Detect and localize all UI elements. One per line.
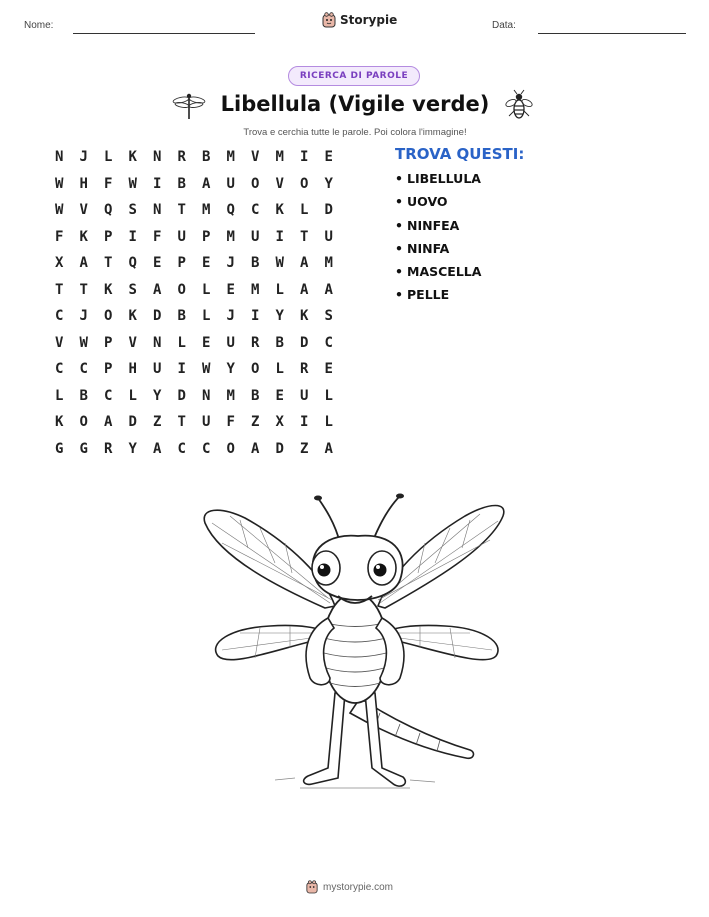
grid-cell[interactable]: U (177, 228, 186, 245)
grid-cell[interactable]: S (128, 281, 137, 298)
activity-badge: RICERCA DI PAROLE (288, 66, 420, 86)
grid-row (47, 306, 341, 333)
grid-cell[interactable]: N (55, 149, 64, 165)
grid-cell[interactable]: N (202, 387, 211, 404)
name-line[interactable] (73, 33, 255, 34)
bullet: • (395, 287, 403, 303)
word-item (395, 287, 481, 310)
grid-cell[interactable]: C (177, 440, 186, 457)
grid-cell[interactable]: T (79, 281, 88, 298)
word-text: LIBELLULA (407, 171, 481, 186)
grid-cell[interactable]: L (104, 149, 113, 165)
grid-cell[interactable]: L (275, 281, 284, 298)
grid-cell[interactable]: P (104, 361, 113, 377)
grid-cell[interactable]: C (55, 308, 64, 324)
grid-cell[interactable]: V (275, 175, 284, 192)
word-list-title: TROVA QUESTI: (395, 145, 525, 163)
grid-row (47, 439, 341, 466)
grid-cell[interactable]: L (300, 202, 309, 218)
bullet: • (395, 240, 403, 256)
grid-cell[interactable]: B (177, 308, 186, 324)
grid-cell[interactable]: D (177, 387, 186, 404)
grid-cell[interactable]: W (55, 202, 64, 218)
storypie-logo-icon (306, 880, 318, 894)
grid-cell[interactable]: C (79, 361, 88, 377)
grid-row (47, 412, 341, 439)
grid-cell[interactable]: O (79, 414, 88, 430)
grid-cell[interactable]: E (153, 255, 162, 271)
word-item (395, 218, 481, 241)
grid-cell[interactable]: O (251, 361, 260, 377)
grid-cell[interactable]: M (324, 255, 333, 271)
grid-row (47, 200, 341, 227)
grid-cell[interactable]: B (177, 175, 186, 192)
date-label: Data: (492, 20, 516, 31)
grid-cell[interactable]: A (324, 281, 333, 298)
grid-cell[interactable]: V (55, 334, 64, 351)
grid-cell[interactable]: M (251, 281, 260, 298)
grid-cell[interactable]: Q (128, 255, 137, 271)
grid-cell[interactable]: C (251, 202, 260, 218)
grid-cell[interactable]: H (79, 175, 88, 192)
grid-cell[interactable]: O (177, 281, 186, 298)
grid-cell[interactable]: K (300, 308, 309, 324)
grid-cell[interactable]: L (177, 334, 186, 351)
word-text: NINFA (407, 240, 450, 256)
grid-cell[interactable]: U (226, 334, 235, 351)
grid-cell[interactable]: A (104, 414, 113, 430)
grid-cell[interactable]: U (300, 387, 309, 404)
grid-cell[interactable]: W (128, 175, 137, 192)
word-item (395, 194, 481, 217)
grid-cell[interactable]: Z (251, 414, 260, 430)
grid-cell[interactable]: T (177, 414, 186, 430)
word-item (395, 171, 481, 194)
grid-row (47, 147, 341, 174)
grid-cell[interactable]: K (104, 281, 113, 298)
grid-cell[interactable]: N (153, 149, 162, 165)
grid-cell[interactable]: B (275, 334, 284, 351)
grid-cell[interactable]: C (104, 387, 113, 404)
grid-cell[interactable]: I (153, 175, 162, 192)
grid-cell[interactable]: W (275, 255, 284, 271)
brand (322, 12, 397, 28)
grid-cell[interactable]: R (104, 440, 113, 457)
grid-cell[interactable]: W (55, 175, 64, 192)
grid-cell[interactable]: K (55, 414, 64, 430)
grid-cell[interactable]: R (251, 334, 260, 351)
grid-cell[interactable]: J (79, 308, 88, 324)
header-bar (0, 0, 709, 50)
grid-cell[interactable]: R (300, 361, 309, 377)
grid-cell[interactable]: B (202, 149, 211, 165)
grid-cell[interactable]: P (104, 334, 113, 351)
grid-cell[interactable]: I (300, 414, 309, 430)
grid-cell[interactable]: B (251, 255, 260, 271)
grid-cell[interactable]: B (251, 387, 260, 404)
grid-cell[interactable]: I (275, 228, 284, 245)
grid-cell[interactable]: L (275, 361, 284, 377)
grid-cell[interactable]: A (251, 440, 260, 457)
grid-cell[interactable]: I (300, 149, 309, 165)
grid-cell[interactable]: I (177, 361, 186, 377)
grid-cell[interactable]: O (226, 440, 235, 457)
grid-cell[interactable]: T (104, 255, 113, 271)
word-text: MASCELLA (407, 264, 482, 280)
grid-cell[interactable]: K (128, 308, 137, 324)
grid-cell[interactable]: V (251, 149, 260, 165)
grid-cell[interactable]: L (324, 414, 333, 430)
grid-cell[interactable]: C (202, 440, 211, 457)
word-text: UOVO (407, 194, 448, 210)
grid-cell[interactable]: P (202, 228, 211, 245)
grid-cell[interactable]: U (226, 175, 235, 192)
grid-cell[interactable]: A (153, 440, 162, 457)
grid-cell[interactable]: N (153, 202, 162, 218)
grid-cell[interactable]: S (128, 202, 137, 218)
grid-cell[interactable]: O (300, 175, 309, 192)
date-line[interactable] (538, 33, 686, 34)
grid-row (47, 386, 341, 413)
grid-cell[interactable]: L (128, 387, 137, 404)
grid-cell[interactable]: E (324, 149, 333, 165)
grid-row (47, 359, 341, 386)
bullet: • (395, 171, 403, 186)
grid-cell[interactable]: T (55, 281, 64, 298)
grid-cell[interactable]: H (128, 361, 137, 377)
grid-cell[interactable]: K (128, 149, 137, 165)
grid-cell[interactable]: M (226, 149, 235, 165)
grid-cell[interactable]: L (202, 281, 211, 298)
grid-cell[interactable]: M (226, 387, 235, 404)
grid-cell[interactable]: C (324, 334, 333, 351)
grid-cell[interactable]: T (300, 228, 309, 245)
grid-row (47, 227, 341, 254)
word-list (395, 171, 481, 311)
grid-cell[interactable]: E (275, 387, 284, 404)
bullet: • (395, 264, 403, 280)
grid-cell[interactable]: U (324, 228, 333, 245)
grid-cell[interactable]: D (275, 440, 284, 457)
grid-cell[interactable]: A (79, 255, 88, 271)
grid-cell[interactable]: A (300, 255, 309, 271)
grid-cell[interactable]: D (324, 202, 333, 218)
grid-cell[interactable]: M (226, 228, 235, 245)
grid-cell[interactable]: V (79, 202, 88, 218)
grid-cell[interactable]: I (128, 228, 137, 245)
grid-cell[interactable]: A (300, 281, 309, 298)
brand-name: Storypie (340, 13, 398, 27)
grid-cell[interactable]: F (55, 228, 64, 245)
grid-cell[interactable]: W (79, 334, 88, 351)
grid-cell[interactable]: U (202, 414, 211, 430)
grid-cell[interactable]: D (300, 334, 309, 351)
grid-cell[interactable]: A (324, 440, 333, 457)
grid-cell[interactable]: C (55, 361, 64, 377)
grid-cell[interactable]: D (128, 414, 137, 430)
bullet: • (395, 194, 403, 210)
grid-cell[interactable]: T (177, 202, 186, 218)
footer-url[interactable]: mystorypie.com (323, 881, 394, 893)
grid-cell[interactable]: K (275, 202, 284, 218)
storypie-logo-icon (322, 12, 336, 28)
grid-cell[interactable]: K (79, 228, 88, 245)
grid-cell[interactable]: L (55, 387, 64, 404)
grid-cell[interactable]: B (79, 387, 88, 404)
grid-cell[interactable]: O (104, 308, 113, 324)
grid-cell[interactable]: F (153, 228, 162, 245)
word-text: PELLE (407, 287, 450, 303)
grid-cell[interactable]: F (104, 175, 113, 192)
grid-cell[interactable]: E (226, 281, 235, 298)
grid-cell[interactable]: F (226, 414, 235, 430)
grid-cell[interactable]: G (55, 440, 64, 457)
grid-cell[interactable]: G (79, 440, 88, 457)
grid-row (47, 280, 341, 307)
grid-cell[interactable]: Y (324, 175, 333, 192)
grid-row (47, 174, 341, 201)
grid-cell[interactable]: D (153, 308, 162, 324)
grid-cell[interactable]: I (251, 308, 260, 324)
name-label: Nome: (24, 20, 54, 31)
grid-row (47, 333, 341, 360)
grid-cell[interactable]: N (153, 334, 162, 351)
grid-cell[interactable]: M (275, 149, 284, 165)
grid-cell[interactable]: Z (153, 414, 162, 430)
grid-cell[interactable]: Y (275, 308, 284, 324)
grid-cell[interactable]: Z (300, 440, 309, 457)
grid-cell[interactable]: R (177, 149, 186, 165)
grid-cell[interactable]: L (324, 387, 333, 404)
grid-cell[interactable]: W (202, 361, 211, 377)
letter-grid (47, 147, 341, 465)
word-item (395, 264, 481, 287)
word-text: NINFEA (407, 217, 460, 233)
grid-cell[interactable]: Y (153, 387, 162, 404)
grid-cell[interactable]: A (202, 175, 211, 192)
grid-cell[interactable]: P (104, 228, 113, 245)
grid-cell[interactable]: X (55, 255, 64, 271)
grid-cell[interactable]: Q (226, 202, 235, 218)
instructions: Trova e cerchia tutte le parole. Poi colora l'immagine! (243, 127, 467, 138)
grid-cell[interactable]: M (202, 202, 211, 218)
grid-cell[interactable]: J (226, 308, 235, 324)
grid-row (47, 253, 341, 280)
page-title: Libellula (Vigile verde) (220, 92, 490, 116)
grid-cell[interactable]: L (202, 308, 211, 324)
grid-cell[interactable]: Y (128, 440, 137, 457)
bee-icon (505, 89, 533, 123)
grid-cell[interactable]: Q (104, 202, 113, 218)
grid-cell[interactable]: V (128, 334, 137, 351)
grid-cell[interactable]: S (324, 308, 333, 324)
bullet: • (395, 217, 403, 233)
word-item (395, 241, 481, 264)
grid-cell[interactable]: U (153, 361, 162, 377)
grid-cell[interactable]: A (153, 281, 162, 298)
grid-cell[interactable]: O (251, 175, 260, 192)
grid-cell[interactable]: P (177, 255, 186, 271)
grid-cell[interactable]: U (251, 228, 260, 245)
grid-cell[interactable]: J (79, 149, 88, 165)
grid-cell[interactable]: E (324, 361, 333, 377)
grid-cell[interactable]: Y (226, 361, 235, 377)
grid-cell[interactable]: X (275, 414, 284, 430)
grid-cell[interactable]: J (226, 255, 235, 271)
dragonfly-illustration (200, 488, 510, 803)
grid-cell[interactable]: E (202, 334, 211, 351)
footer (306, 880, 393, 894)
grid-cell[interactable]: E (202, 255, 211, 271)
